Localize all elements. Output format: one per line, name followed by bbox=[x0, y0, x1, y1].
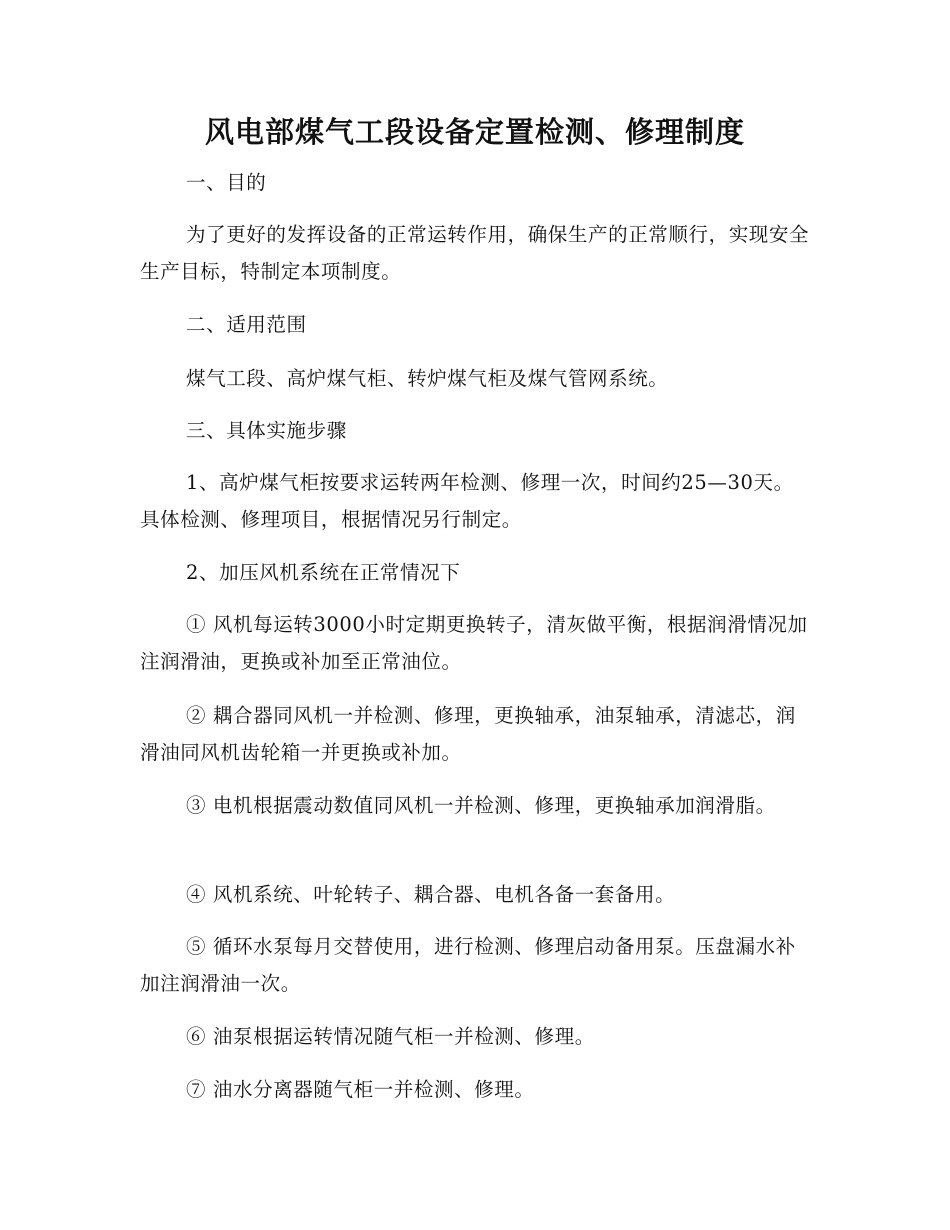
list-item-2: ② 耦合器同风机一并检测、修理，更换轴承，油泵轴承，清滤芯，润滑油同风机齿轮箱一并更换或补加。 bbox=[140, 704, 796, 764]
list-item-1: ① 风机每运转3000小时定期更换转子，清灰做平衡，根据润滑情况加注润滑油，更换或补加至正常油位。 bbox=[140, 613, 808, 673]
section-heading-purpose: 一、目的 bbox=[186, 171, 267, 194]
list-item-6: ⑥ 油泵根据运转情况随气柜一并检测、修理。 bbox=[186, 1025, 595, 1048]
section-heading-steps: 三、具体实施步骤 bbox=[186, 419, 347, 442]
paragraph-step-1: 1、高炉煤气柜按要求运转两年检测、修理一次，时间约25—30天。具体检测、修理项目，根据情况另行制定。 bbox=[140, 471, 794, 531]
list-item-4: ④ 风机系统、叶轮转子、耦合器、电机各备一套备用。 bbox=[186, 883, 676, 906]
paragraph-purpose: 为了更好的发挥设备的正常运转作用，确保生产的正常顺行，实现安全生产目标，特制定本项制度。 bbox=[140, 223, 810, 283]
paragraph-scope: 煤气工段、高炉煤气柜、转炉煤气柜及煤气管网系统。 bbox=[186, 367, 669, 390]
paragraph-step-2: 2、加压风机系统在正常情况下 bbox=[186, 561, 461, 584]
list-item-7: ⑦ 油水分离器随气柜一并检测、修理。 bbox=[186, 1078, 535, 1101]
document-title: 风电部煤气工段设备定置检测、修理制度 bbox=[204, 115, 745, 149]
section-heading-scope: 二、适用范围 bbox=[186, 313, 307, 336]
list-item-3: ③ 电机根据震动数值同风机一并检测、修理，更换轴承加润滑脂。 bbox=[186, 794, 776, 817]
list-item-5: ⑤ 循环水泵每月交替使用，进行检测、修理启动备用泵。压盘漏水补加注润滑油一次。 bbox=[140, 935, 796, 995]
